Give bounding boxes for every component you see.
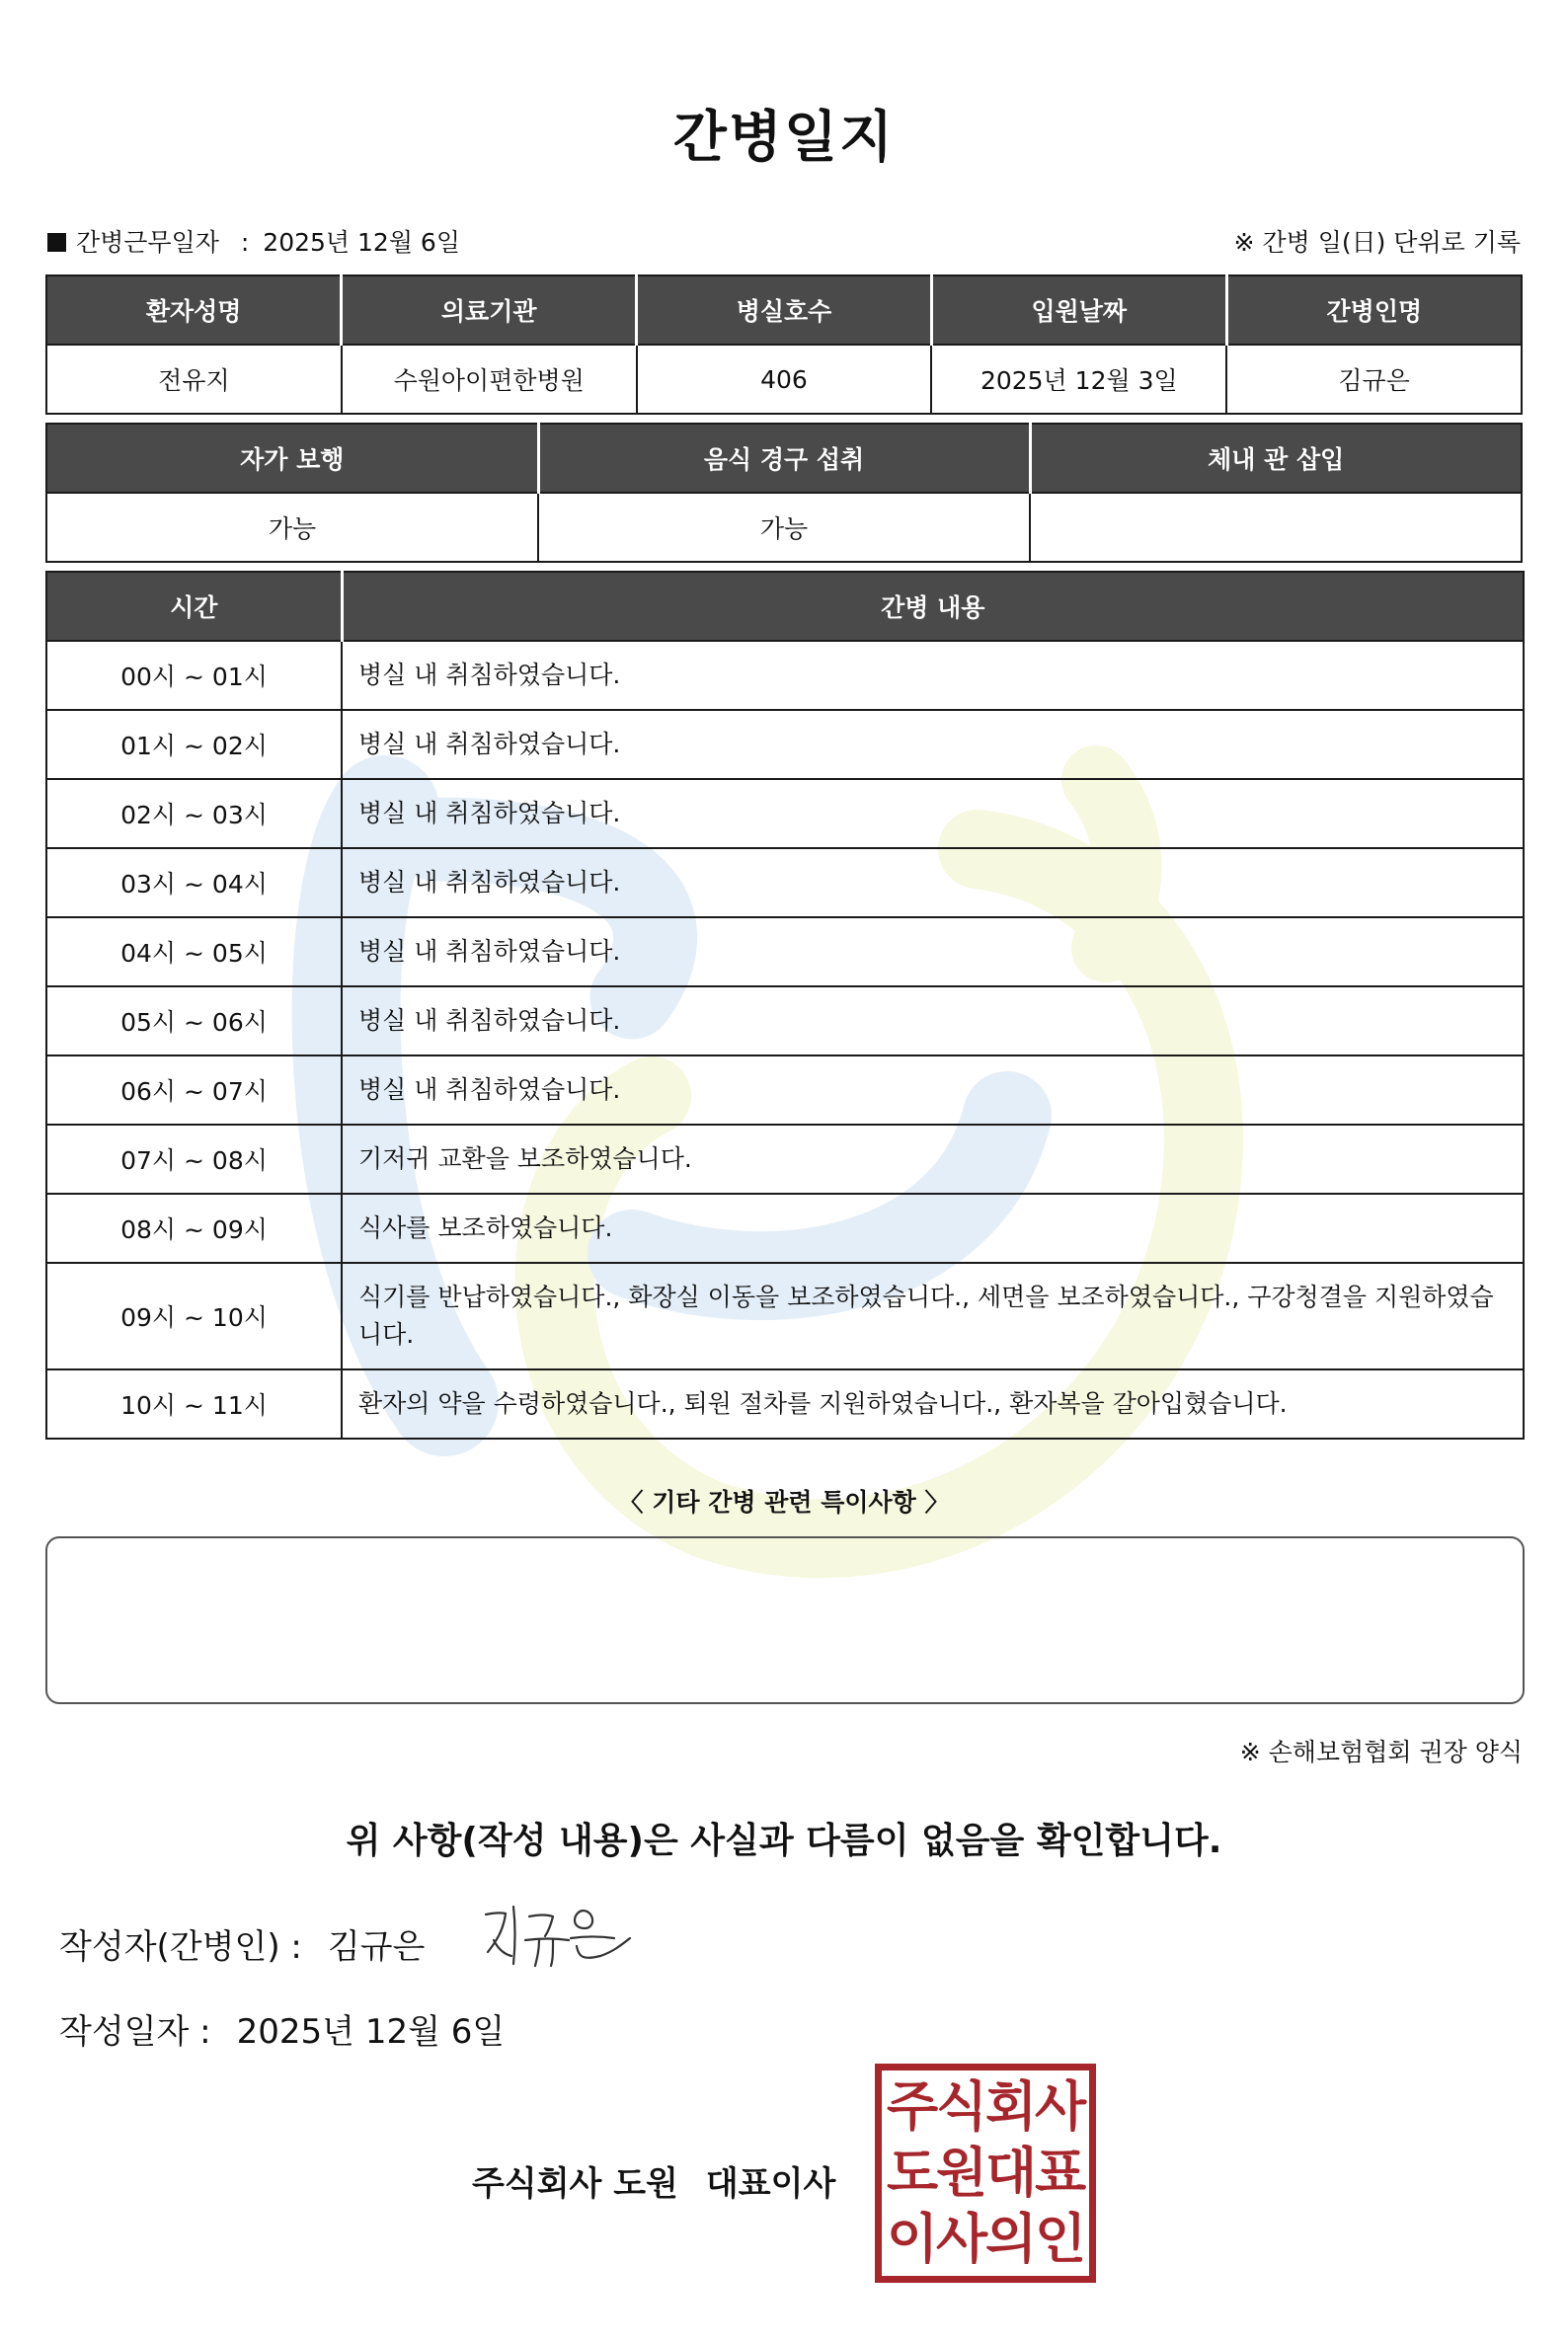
header-self-walking: 자가 보행 [46,424,538,493]
log-time: 06시 ~ 07시 [46,1055,342,1125]
work-date-value: 2025년 12월 6일 [263,228,460,257]
table-row [46,848,1524,917]
header-time: 시간 [46,572,342,641]
table-row [46,986,1524,1055]
writer-row [59,1919,425,1968]
log-time: 01시 ~ 02시 [46,710,342,779]
table-row [46,710,1524,779]
company-seal-stamp [875,2064,1096,2283]
write-date-label: 작성일자 : [59,2012,211,2052]
header-oral-intake: 음식 경구 섭취 [538,424,1030,493]
log-time: 02시 ~ 03시 [46,779,342,848]
writer-label: 작성자(간병인) : [59,1927,302,1967]
confirmation-statement: 위 사항(작성 내용)은 사실과 다름이 없음을 확인합니다. [346,1821,1222,1861]
table-row [46,917,1524,986]
seal-char: 식 [936,2075,988,2139]
seal-char: 회 [985,2075,1038,2139]
self-walking-value: 가능 [46,493,538,562]
notes-title: 〈 기타 간병 관련 특이사항 〉 [618,1488,950,1517]
log-content: 병실 내 취침하였습니다. [342,1055,1524,1125]
writer-name: 김규은 [327,1927,426,1967]
log-content: 병실 내 취침하였습니다. [342,710,1524,779]
log-content: 병실 내 취침하였습니다. [342,917,1524,986]
log-content: 병실 내 취침하였습니다. [342,986,1524,1055]
log-time: 09시 ~ 10시 [46,1263,342,1369]
room-number: 406 [637,345,932,414]
log-time: 03시 ~ 04시 [46,848,342,917]
seal-row-1 [887,2075,1087,2139]
table-row [46,1263,1524,1369]
seal-char: 이 [887,2207,939,2270]
admission-date: 2025년 12월 3일 [931,345,1226,414]
handwritten-signature [482,1901,640,1970]
table-row [46,1055,1524,1125]
recommend-note: ※ 손해보험협회 권장 양식 [1239,1738,1523,1766]
table-row [46,345,1522,414]
patient-name: 전유지 [46,345,342,414]
header-room-number: 병실호수 [637,275,932,345]
table-row [46,493,1522,562]
log-content: 식기를 반납하였습니다., 화장실 이동을 보조하였습니다., 세면을 보조하였습니다., 구강청결을 지원하였습니다. [342,1263,1524,1369]
seal-char: 의 [985,2207,1038,2270]
caregiver-name: 김규은 [1226,345,1522,414]
write-date-row [59,2004,505,2053]
header-caregiver-name: 간병인명 [1226,275,1522,345]
seal-char: 원 [936,2141,988,2204]
seal-char: 도 [887,2141,939,2204]
log-time: 10시 ~ 11시 [46,1369,342,1439]
company-role: 대표이사 [705,2164,836,2204]
oral-intake-value: 가능 [538,493,1030,562]
table-row [46,1125,1524,1194]
table-row [46,641,1524,710]
seal-char: 사 [1035,2075,1087,2139]
header-tube-insertion: 체내 관 삽입 [1030,424,1522,493]
table-header-row [46,275,1522,345]
square-bullet-icon [47,233,66,252]
table-row [46,1194,1524,1263]
log-content: 환자의 약을 수령하였습니다., 퇴원 절차를 지원하였습니다., 환자복을 갈아입혔습니다. [342,1369,1524,1439]
table-row [46,1369,1524,1439]
seal-row-3 [887,2207,1087,2270]
log-content: 식사를 보조하였습니다. [342,1194,1524,1263]
log-content: 기저귀 교환을 보조하였습니다. [342,1125,1524,1194]
notes-box [45,1536,1525,1704]
record-note: ※ 간병 일(日) 단위로 기록 [1233,228,1521,257]
work-date-separator: : [240,228,250,257]
seal-row-2 [887,2141,1087,2204]
log-content: 병실 내 취침하였습니다. [342,848,1524,917]
care-log-table [45,571,1525,1440]
header-admission-date: 입원날짜 [931,275,1226,345]
company-name: 주식회사 도원 [472,2164,678,2204]
patient-status-table [45,423,1523,563]
table-header-row [46,572,1524,641]
seal-char: 사 [936,2207,988,2270]
seal-char: 인 [1035,2207,1087,2270]
write-date-value: 2025년 12월 6일 [236,2012,506,2052]
header-care-content: 간병 내용 [342,572,1524,641]
log-time: 05시 ~ 06시 [46,986,342,1055]
seal-char: 표 [1035,2141,1087,2204]
company-signature-line [472,2156,835,2205]
header-hospital: 의료기관 [342,275,637,345]
log-time: 00시 ~ 01시 [46,641,342,710]
log-time: 04시 ~ 05시 [46,917,342,986]
table-header-row [46,424,1522,493]
document-title: 간병일지 [672,106,896,170]
seal-char: 대 [985,2141,1038,2204]
seal-char: 주 [887,2075,939,2139]
table-row [46,779,1524,848]
patient-info-table [45,274,1523,415]
hospital-name: 수원아이편한병원 [342,345,637,414]
tube-insertion-value [1030,493,1522,562]
header-patient-name: 환자성명 [46,275,342,345]
work-date [47,223,460,259]
log-time: 07시 ~ 08시 [46,1125,342,1194]
log-time: 08시 ~ 09시 [46,1194,342,1263]
work-date-label: 간병근무일자 [76,228,219,257]
log-content: 병실 내 취침하였습니다. [342,641,1524,710]
log-content: 병실 내 취침하였습니다. [342,779,1524,848]
